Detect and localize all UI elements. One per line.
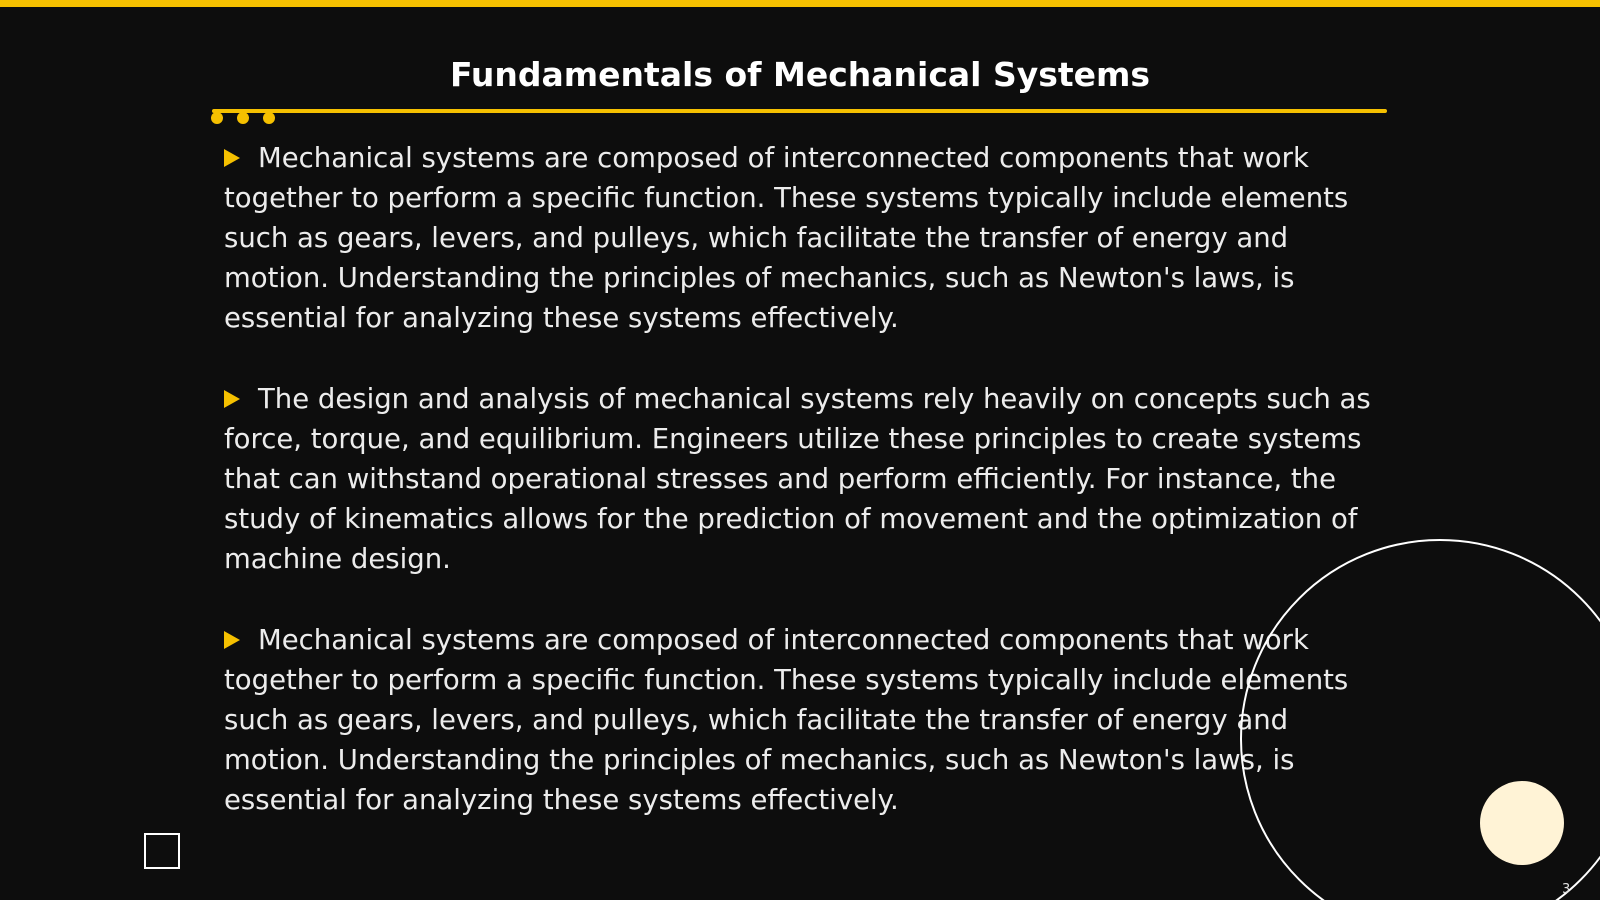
bullet-item [224,620,1384,820]
triangle-right-icon [224,149,240,167]
bullet-list [224,138,1384,861]
bullet-text: Mechanical systems are composed of interconnected components that work together to perform a specific function. These systems typically include elements such as gears, levers, and pulleys, which facilitate the transfer of energy and motion. Understanding the principles of mechanics, such as Newton's laws, is essential for analyzing these systems effectively. [224,624,1349,816]
bullet-item [224,379,1384,579]
decorative-disc [1480,781,1564,865]
accent-dot [237,112,249,124]
triangle-right-icon [224,631,240,649]
bullet-text: The design and analysis of mechanical systems rely heavily on concepts such as force, torque, and equilibrium. Engineers utilize these principles to create systems that can withstand operational stresses and perform efficiently. For instance, the study of kinematics allows for the prediction of movement and the optimization of machine design. [224,383,1371,575]
bullet-text: Mechanical systems are composed of interconnected components that work together to perform a specific function. These systems typically include elements such as gears, levers, and pulleys, which facilitate the transfer of energy and motion. Understanding the principles of mechanics, such as Newton's laws, is essential for analyzing these systems effectively. [224,142,1349,334]
accent-dot [263,112,275,124]
accent-dot [211,112,223,124]
triangle-right-icon [224,390,240,408]
slide-title: Fundamentals of Mechanical Systems [449,55,1151,94]
decorative-square [144,833,180,869]
top-accent-bar [0,0,1600,7]
title-underline [212,109,1387,113]
page-number: 3 [1562,882,1571,897]
bullet-item [224,138,1384,338]
